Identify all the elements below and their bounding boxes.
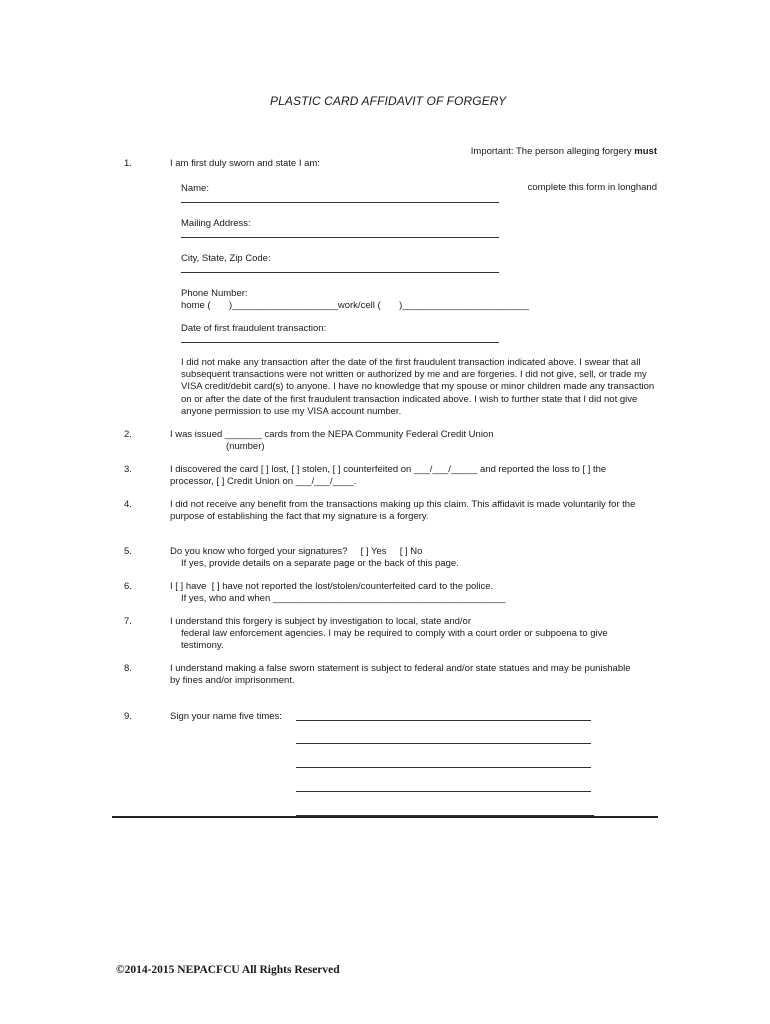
item-number-8: 8.: [124, 663, 132, 674]
item-number-1: 1.: [124, 158, 132, 169]
signature-line-4[interactable]: [296, 791, 591, 792]
item5-line2: If yes, provide details on a separate page or the back of this page.: [181, 558, 459, 569]
name-field-line[interactable]: [181, 202, 499, 203]
item-number-3: 3.: [124, 464, 132, 475]
form-title: PLASTIC CARD AFFIDAVIT OF FORGERY: [270, 94, 507, 108]
item-number-6: 6.: [124, 581, 132, 592]
item7-line1: I understand this forgery is subject by investigation to local, state and/or: [170, 616, 471, 627]
signature-line-2[interactable]: [296, 743, 591, 744]
phone-field-line[interactable]: home ( )____________________work/cell ( )________________________: [181, 300, 530, 311]
item5-line1: Do you know who forged your signatures? [ ] Yes [ ] No: [170, 546, 423, 557]
item3-line1: I discovered the card [ ] lost, [ ] stolen, [ ] counterfeited on ___/___/_____ and reported the loss to [ ] the: [170, 464, 607, 475]
item4-line1: I did not receive any benefit from the transactions making up this claim. This affidavit is made voluntarily for the: [170, 499, 636, 510]
mailing-address-label: Mailing Address:: [181, 218, 251, 229]
item-number-5: 5.: [124, 546, 132, 557]
item2-line1: I was issued _______ cards from the NEPA Community Federal Credit Union: [170, 429, 494, 440]
item2-line2: (number): [226, 441, 265, 452]
important-line1: Important: The person alleging forgery: [470, 146, 635, 157]
item8-line1: I understand making a false sworn statement is subject to federal and/or state statues and may be punishable: [170, 663, 631, 674]
fraud-date-field-line[interactable]: [181, 342, 499, 343]
item1-statement: I did not make any transaction after the date of the first fraudulent transaction indicated above. I swear that all subsequent transactions were not written or authorized by me and are forgeries. I did not give, sell, or trade my VISA credit/debit card(s) to anyone. I have no knowledge that my spouse or minor children made any transaction on or after the date of the first fraudulent transaction indicated above. I wish to further state that I did not give anyone permission to use my VISA account number.: [181, 357, 655, 417]
name-label: Name:: [181, 183, 209, 194]
important-line2: complete this form in longhand: [527, 182, 657, 193]
item8-line2: by fines and/or imprisonment.: [170, 675, 295, 686]
item1-intro: I am first duly sworn and state I am:: [170, 158, 320, 169]
signature-line-3[interactable]: [296, 767, 591, 768]
phone-label: Phone Number:: [181, 288, 248, 299]
copyright-footer: ©2014-2015 NEPACFCU All Rights Reserved: [116, 964, 340, 976]
signature-line-1[interactable]: [296, 720, 591, 721]
item-number-9: 9.: [124, 711, 132, 722]
item6-line2: If yes, who and when ____________________________________________: [181, 593, 506, 604]
fraud-date-label: Date of first fraudulent transaction:: [181, 323, 327, 334]
item-number-2: 2.: [124, 429, 132, 440]
section-divider: [112, 816, 658, 818]
item-number-7: 7.: [124, 616, 132, 627]
sign-label: Sign your name five times:: [170, 711, 282, 722]
item-number-4: 4.: [124, 499, 132, 510]
mailing-address-field-line[interactable]: [181, 237, 499, 238]
city-state-zip-label: City, State, Zip Code:: [181, 253, 271, 264]
city-state-zip-field-line[interactable]: [181, 272, 499, 273]
item7-line3: testimony.: [181, 640, 224, 651]
important-must: must: [634, 146, 657, 157]
item3-line2: processor, [ ] Credit Union on ___/___/____.: [170, 476, 357, 487]
item6-line1: I [ ] have [ ] have not reported the lost/stolen/counterfeited card to the police.: [170, 581, 494, 592]
item7-line2: federal law enforcement agencies. I may be required to comply with a court order or subpoena to give: [181, 628, 608, 639]
item4-line2: purpose of establishing the fact that my signature is a forgery.: [170, 511, 429, 522]
